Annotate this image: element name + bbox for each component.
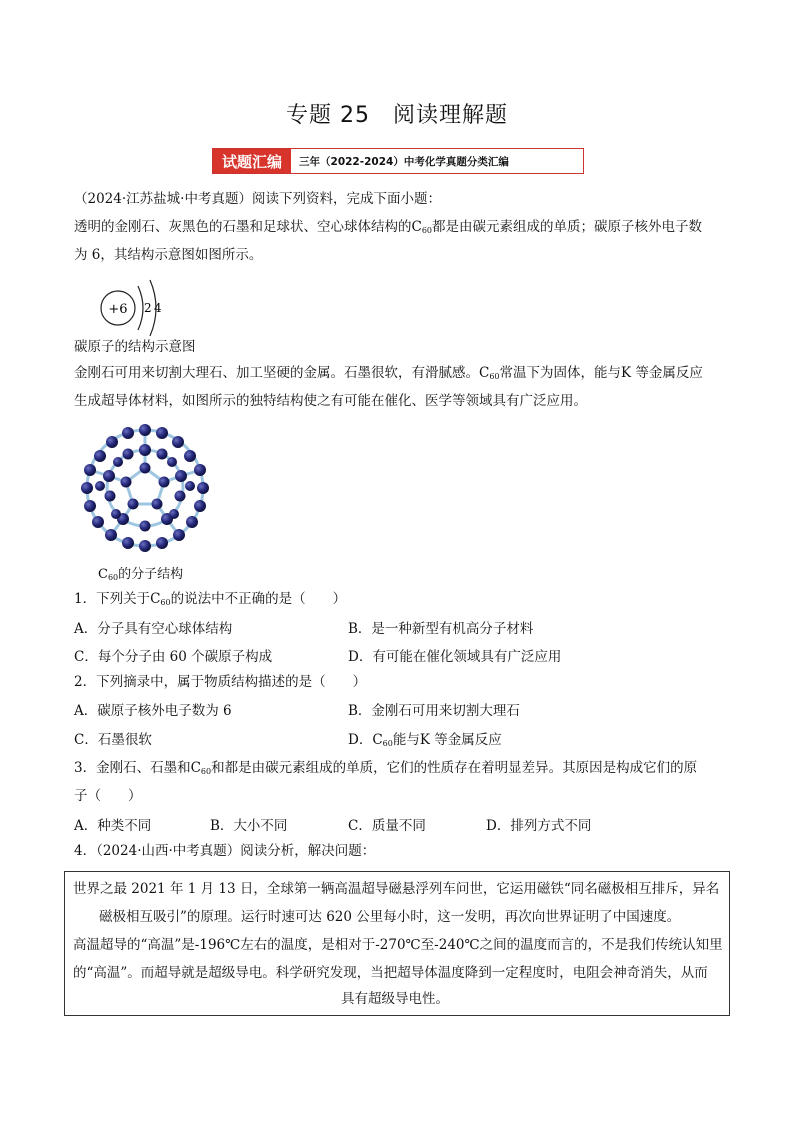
q3-option-d: D．排列方式不同 bbox=[486, 818, 592, 834]
shell1-electrons: 2 bbox=[144, 301, 152, 315]
q2-option-b: B．金刚石可用来切割大理石 bbox=[348, 703, 520, 719]
source-banner bbox=[212, 148, 584, 174]
shell2-electrons: 4 bbox=[154, 301, 162, 315]
box-line-5: 具有超级导电性。 bbox=[341, 991, 449, 1007]
para2-line1: 金刚石可用来切割大理石、加工坚硬的金属。石墨很软，有滑腻感。$C_{60}$常温下为固体，能与K 等金属反应 bbox=[74, 365, 703, 381]
para1-line1: 透明的金刚石、灰黑色的石墨和足球状、空心球体结构的$C_{60}$都是由碳元素组成的单质；碳原子核外电子数 bbox=[74, 219, 703, 235]
q3-option-b: B．大小不同 bbox=[210, 818, 288, 834]
carbon-atom-diagram bbox=[96, 276, 176, 340]
q2-option-d: D．$C_{60}$能与K 等金属反应 bbox=[348, 732, 502, 748]
q3-stem: 3．金刚石、石墨和$C_{60}$和都是由碳元素组成的单质，它们的性质存在着明显差异。其原因是构成它们的原 bbox=[74, 760, 698, 776]
box-line-3: 高温超导的“高温”是-196℃左右的温度，是相对于-270℃至-240℃之间的温度而言的，不是我们传统认知里 bbox=[73, 937, 723, 953]
box-line-1: 世界之最 2021 年 1 月 13 日，全球第一辆高温超导磁悬浮列车问世，它运用磁铁“同名磁极相互排斥，异名 bbox=[73, 881, 720, 897]
q4-stem: 4．（2024·山西·中考真题）阅读分析，解决问题： bbox=[74, 843, 376, 859]
banner-text: 三年（2022-2024）中考化学真题分类汇编 bbox=[299, 155, 509, 168]
banner-badge: 试题汇编 bbox=[213, 149, 291, 173]
para2-line2: 生成超导体材料，如图所示的独特结构使之有可能在催化、医学等领域具有广泛应用。 bbox=[74, 393, 587, 409]
reading-material-box bbox=[64, 871, 730, 1016]
q1-option-b: B．是一种新型有机高分子材料 bbox=[348, 621, 534, 637]
shell-arc-1 bbox=[138, 286, 143, 330]
q2-stem: 2．下列摘录中，属于物质结构描述的是（ ） bbox=[74, 674, 367, 690]
q1-option-d: D．有可能在催化领域具有广泛应用 bbox=[348, 649, 562, 665]
nucleus-charge: +6 bbox=[108, 302, 128, 317]
q1-option-a: A．分子具有空心球体结构 bbox=[74, 621, 233, 637]
para1-line2: 为 6，其结构示意图如图所示。 bbox=[74, 247, 263, 263]
c60-molecule-image bbox=[70, 418, 220, 558]
page-title: 专题 25 阅读理解题 bbox=[286, 103, 508, 128]
intro-text: （2024·江苏盐城·中考真题）阅读下列资料，完成下面小题： bbox=[74, 191, 441, 207]
box-line-2: 磁极相互吸引”的原理。运行时速可达 620 公里每小时，这一发明，再次向世界证明了中国速度。 bbox=[99, 909, 681, 925]
q2-option-c: C．石墨很软 bbox=[74, 732, 152, 748]
atom-caption: 碳原子的结构示意图 bbox=[74, 339, 196, 355]
q2-option-a: A．碳原子核外电子数为 6 bbox=[74, 703, 232, 719]
box-line-4: 的“高温”。而超导就是超级导电。科学研究发现，当把超导体温度降到一定程度时，电阻会神奇消失，从而 bbox=[73, 965, 708, 981]
q3-option-a: A．种类不同 bbox=[74, 818, 152, 834]
q3-option-c: C．质量不同 bbox=[348, 818, 426, 834]
q1-option-c: C．每个分子由 60 个碳原子构成 bbox=[74, 649, 273, 665]
molecule-caption: $C_{60}$的分子结构 bbox=[98, 567, 184, 582]
q3-stem-line2: 子（ ） bbox=[74, 788, 142, 804]
q1-stem: 1．下列关于$C_{60}$的说法中不正确的是（ ） bbox=[74, 591, 347, 607]
